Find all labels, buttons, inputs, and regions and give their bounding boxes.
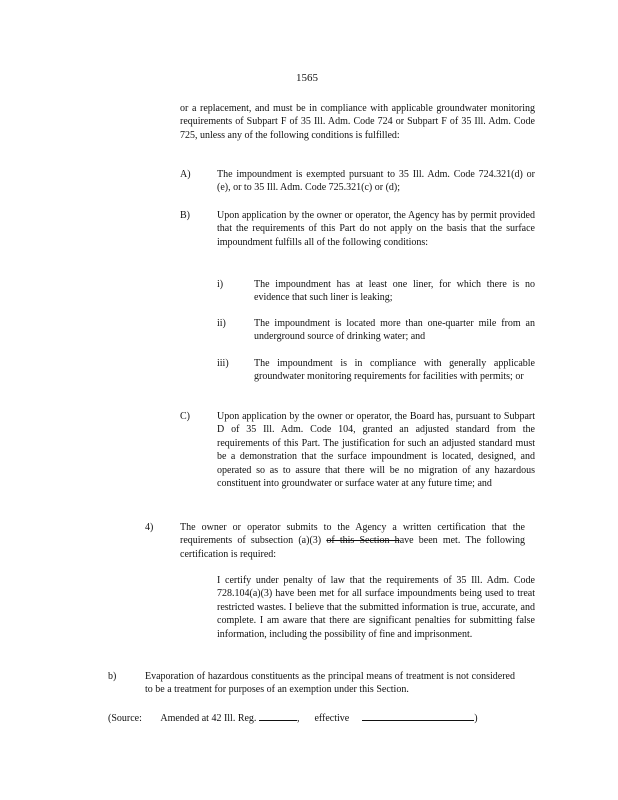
subsection-b-text: Evaporation of hazardous constituents as the principal means of treatment is not considered to be a treatment for purposes of an exemption under this Section. (145, 671, 515, 696)
item-4-label: 4) (145, 522, 154, 533)
item-a-text: The impoundment is exempted pursuant to 35 Ill. Adm. Code 724.321(d) or (e), or to 35 Ill. Adm. Code 725.321(c) or (d); (217, 169, 535, 194)
subitem-iii-text: The impoundment is in compliance with generally applicable groundwater monitoring requirements for facilities with permits; or (254, 358, 535, 383)
item-4-text-after: ave been met. The following certification is required: (180, 535, 525, 560)
item-b-label: B) (180, 210, 190, 221)
subitem-i-text: The impoundment has at least one liner, for which there is no evidence that such liner is leaking; (254, 279, 535, 304)
source-prefix: (Source: (108, 713, 142, 724)
source-text: Amended at 42 Ill. Reg. (160, 713, 257, 724)
source-effective: effective (314, 713, 350, 724)
source-comma: , (296, 713, 300, 724)
subitem-ii-label: ii) (217, 318, 226, 329)
item-a-label: A) (180, 169, 191, 180)
item-b-text: Upon application by the owner or operator, the Agency has by permit provided that the requirements of this Part do not apply on the basis that the surface impoundment fulfills all of the following conditions: (217, 210, 535, 248)
subitem-iii-label: iii) (217, 358, 229, 369)
certification-text: I certify under penalty of law that the requirements of 35 Ill. Adm. Code 728.104(a)(3) have been met for all surface impoundments being used to treat restricted wastes. I believe that the submitted information is true, accurate, and complete. I am aware that there are significant penalties for submitting false information, including the possibility of fine and imprisonment. (217, 575, 535, 640)
register-page-blank (259, 711, 297, 721)
effective-date-blank (362, 711, 474, 721)
item-4-text (180, 521, 525, 561)
source-close: ) (474, 713, 478, 724)
item-c-text: Upon application by the owner or operator, the Board has, pursuant to Subpart D of 35 Ill. Adm. Code 104, granted an adjusted standard from the requirements of this Part. The justification for such an adjusted standard must be a demonstration that the surface impoundment is located, designed, and operated so as to assure that there will be no migration of any hazardous constituent into groundwater or surface water at any future time; and (217, 411, 535, 490)
item-4-struck-text: of this Section h (326, 535, 400, 547)
subitem-i-label: i) (217, 279, 224, 290)
source-note (108, 711, 528, 725)
subsection-b-label: b) (108, 671, 117, 682)
page-number: 1565 (296, 72, 318, 84)
subitem-ii-text: The impoundment is located more than one-quarter mile from an underground source of drinking water; and (254, 318, 535, 343)
intro-paragraph: or a replacement, and must be in compliance with applicable groundwater monitoring requirements of Subpart F of 35 Ill. Adm. Code 724 or Subpart F of 35 Ill. Adm. Code 725, unless any of the following conditions is fulfilled: (180, 103, 535, 141)
item-c-label: C) (180, 411, 190, 422)
item-4-text-before: The owner or operator submits to the Agency a written certification that the requirements of subsection (a)(3) (180, 522, 525, 547)
